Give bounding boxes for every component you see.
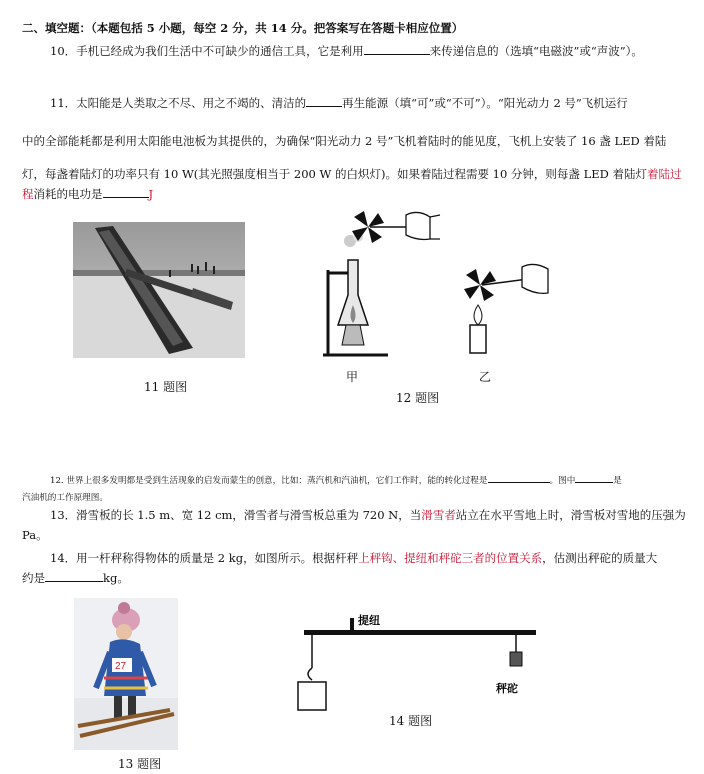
pinwheel-diagram (318, 205, 558, 370)
section-heading: 二、填空题：（本题包括 5 小题，每空 2 分，共 14 分。把答案写在答题卡相应位置） (22, 21, 464, 35)
q12-blank-2[interactable] (575, 474, 613, 483)
q11-line3-red: 着陆过 (646, 167, 682, 181)
q12-line1-c: 是 (613, 476, 622, 486)
q11-line1-a: 11．太阳能是人类取之不尽、用之不竭的、清洁的 (50, 96, 307, 110)
fig12-label-a: 甲 (346, 370, 359, 384)
q12-blank-1[interactable] (488, 474, 550, 483)
q10-text-b: 来传递信息的（选填“电磁波”或“声波”）。 (429, 44, 643, 58)
q13-line1-red: 滑雪者 (421, 508, 456, 522)
question-12-line-1 (50, 473, 622, 489)
q14-line2-a: 约是 (22, 571, 45, 585)
question-12-line-2: 汽油机的工作原理图。 (22, 493, 108, 503)
fig14-caption: 14 题图 (389, 714, 433, 728)
question-11-line-3 (22, 166, 681, 182)
fig14-handle-label: 提纽 (358, 614, 380, 627)
fig11-caption: 11 题图 (144, 380, 188, 394)
q11-line4-b: 消耗的电功是 (33, 187, 103, 201)
q13-line1-b: 站立在水平雪地上时，滑雪板对雪地的压强为 (455, 508, 686, 522)
q11-blank-2[interactable] (103, 186, 149, 198)
q14-line1-a: 14．用一杆秤称得物体的质量是 2 kg，如图所示。根据杆秤 (50, 551, 359, 565)
q14-blank[interactable] (45, 570, 103, 582)
q14-line1-red: 上秤钩、提纽和秤砣三者的位置关系 (358, 551, 543, 565)
q12-line1-b: 。图中 (549, 476, 576, 486)
question-14-line-2 (22, 570, 129, 586)
question-13-line-1 (50, 507, 686, 523)
q10-text-a: 10．手机已经成为我们生活中不可缺少的通信工具，它是利用 (50, 44, 364, 58)
q12-line1-a: 12. 世界上很多发明都是受到生活现象的启发而蒙生的创意，比如：蒸汽机和汽油机，它们工作时，能的转化过程是 (50, 476, 488, 486)
question-13-line-2: Pa。 (22, 528, 48, 542)
airplane-photo (73, 222, 245, 358)
fig14-weight-label: 秤砣 (496, 682, 518, 695)
q13-line1-a: 13．滑雪板的长 1.5 m、宽 12 cm，滑雪者与滑雪板总重为 720 N，当 (50, 508, 422, 522)
bib-number: 27 (115, 661, 127, 672)
question-11-line-1 (50, 95, 628, 111)
question-11-line-4 (22, 186, 153, 202)
q10-blank[interactable] (364, 43, 430, 55)
skier-photo (74, 598, 178, 750)
fig13-caption: 13 题图 (118, 757, 162, 771)
q14-line2-b: kg。 (103, 571, 129, 585)
fig12-label-b: 乙 (479, 370, 492, 384)
q14-line1-b: ，估测出秤砣的质量大 (542, 551, 658, 565)
question-10 (50, 43, 643, 59)
pinwheel-icon-b (464, 269, 496, 301)
steelyard-diagram (290, 612, 550, 716)
q11-line1-b: 再生能源（填“可”或“不可”）。“阳光动力 2 号”飞机运行 (342, 96, 628, 110)
q11-unit: J (148, 187, 154, 201)
question-11-line-2: 中的全部能耗都是利用太阳能电池板为其提供的，为确保“阳光动力 2 号”飞机着陆时的能见度，飞机上安装了 16 盏 LED 着陆 (22, 134, 667, 148)
q11-line4-red: 程 (22, 187, 34, 201)
q11-line3-a: 灯，每盏着陆灯的功率只有 10 W(其光照强度相当于 200 W 的白炽灯)。如果着陆过程需要 10 分钟，则每盏 LED 着陆灯 (22, 167, 647, 181)
fig12-caption: 12 题图 (396, 391, 440, 405)
q11-blank-1[interactable] (306, 95, 342, 107)
question-14-line-1 (50, 550, 657, 566)
